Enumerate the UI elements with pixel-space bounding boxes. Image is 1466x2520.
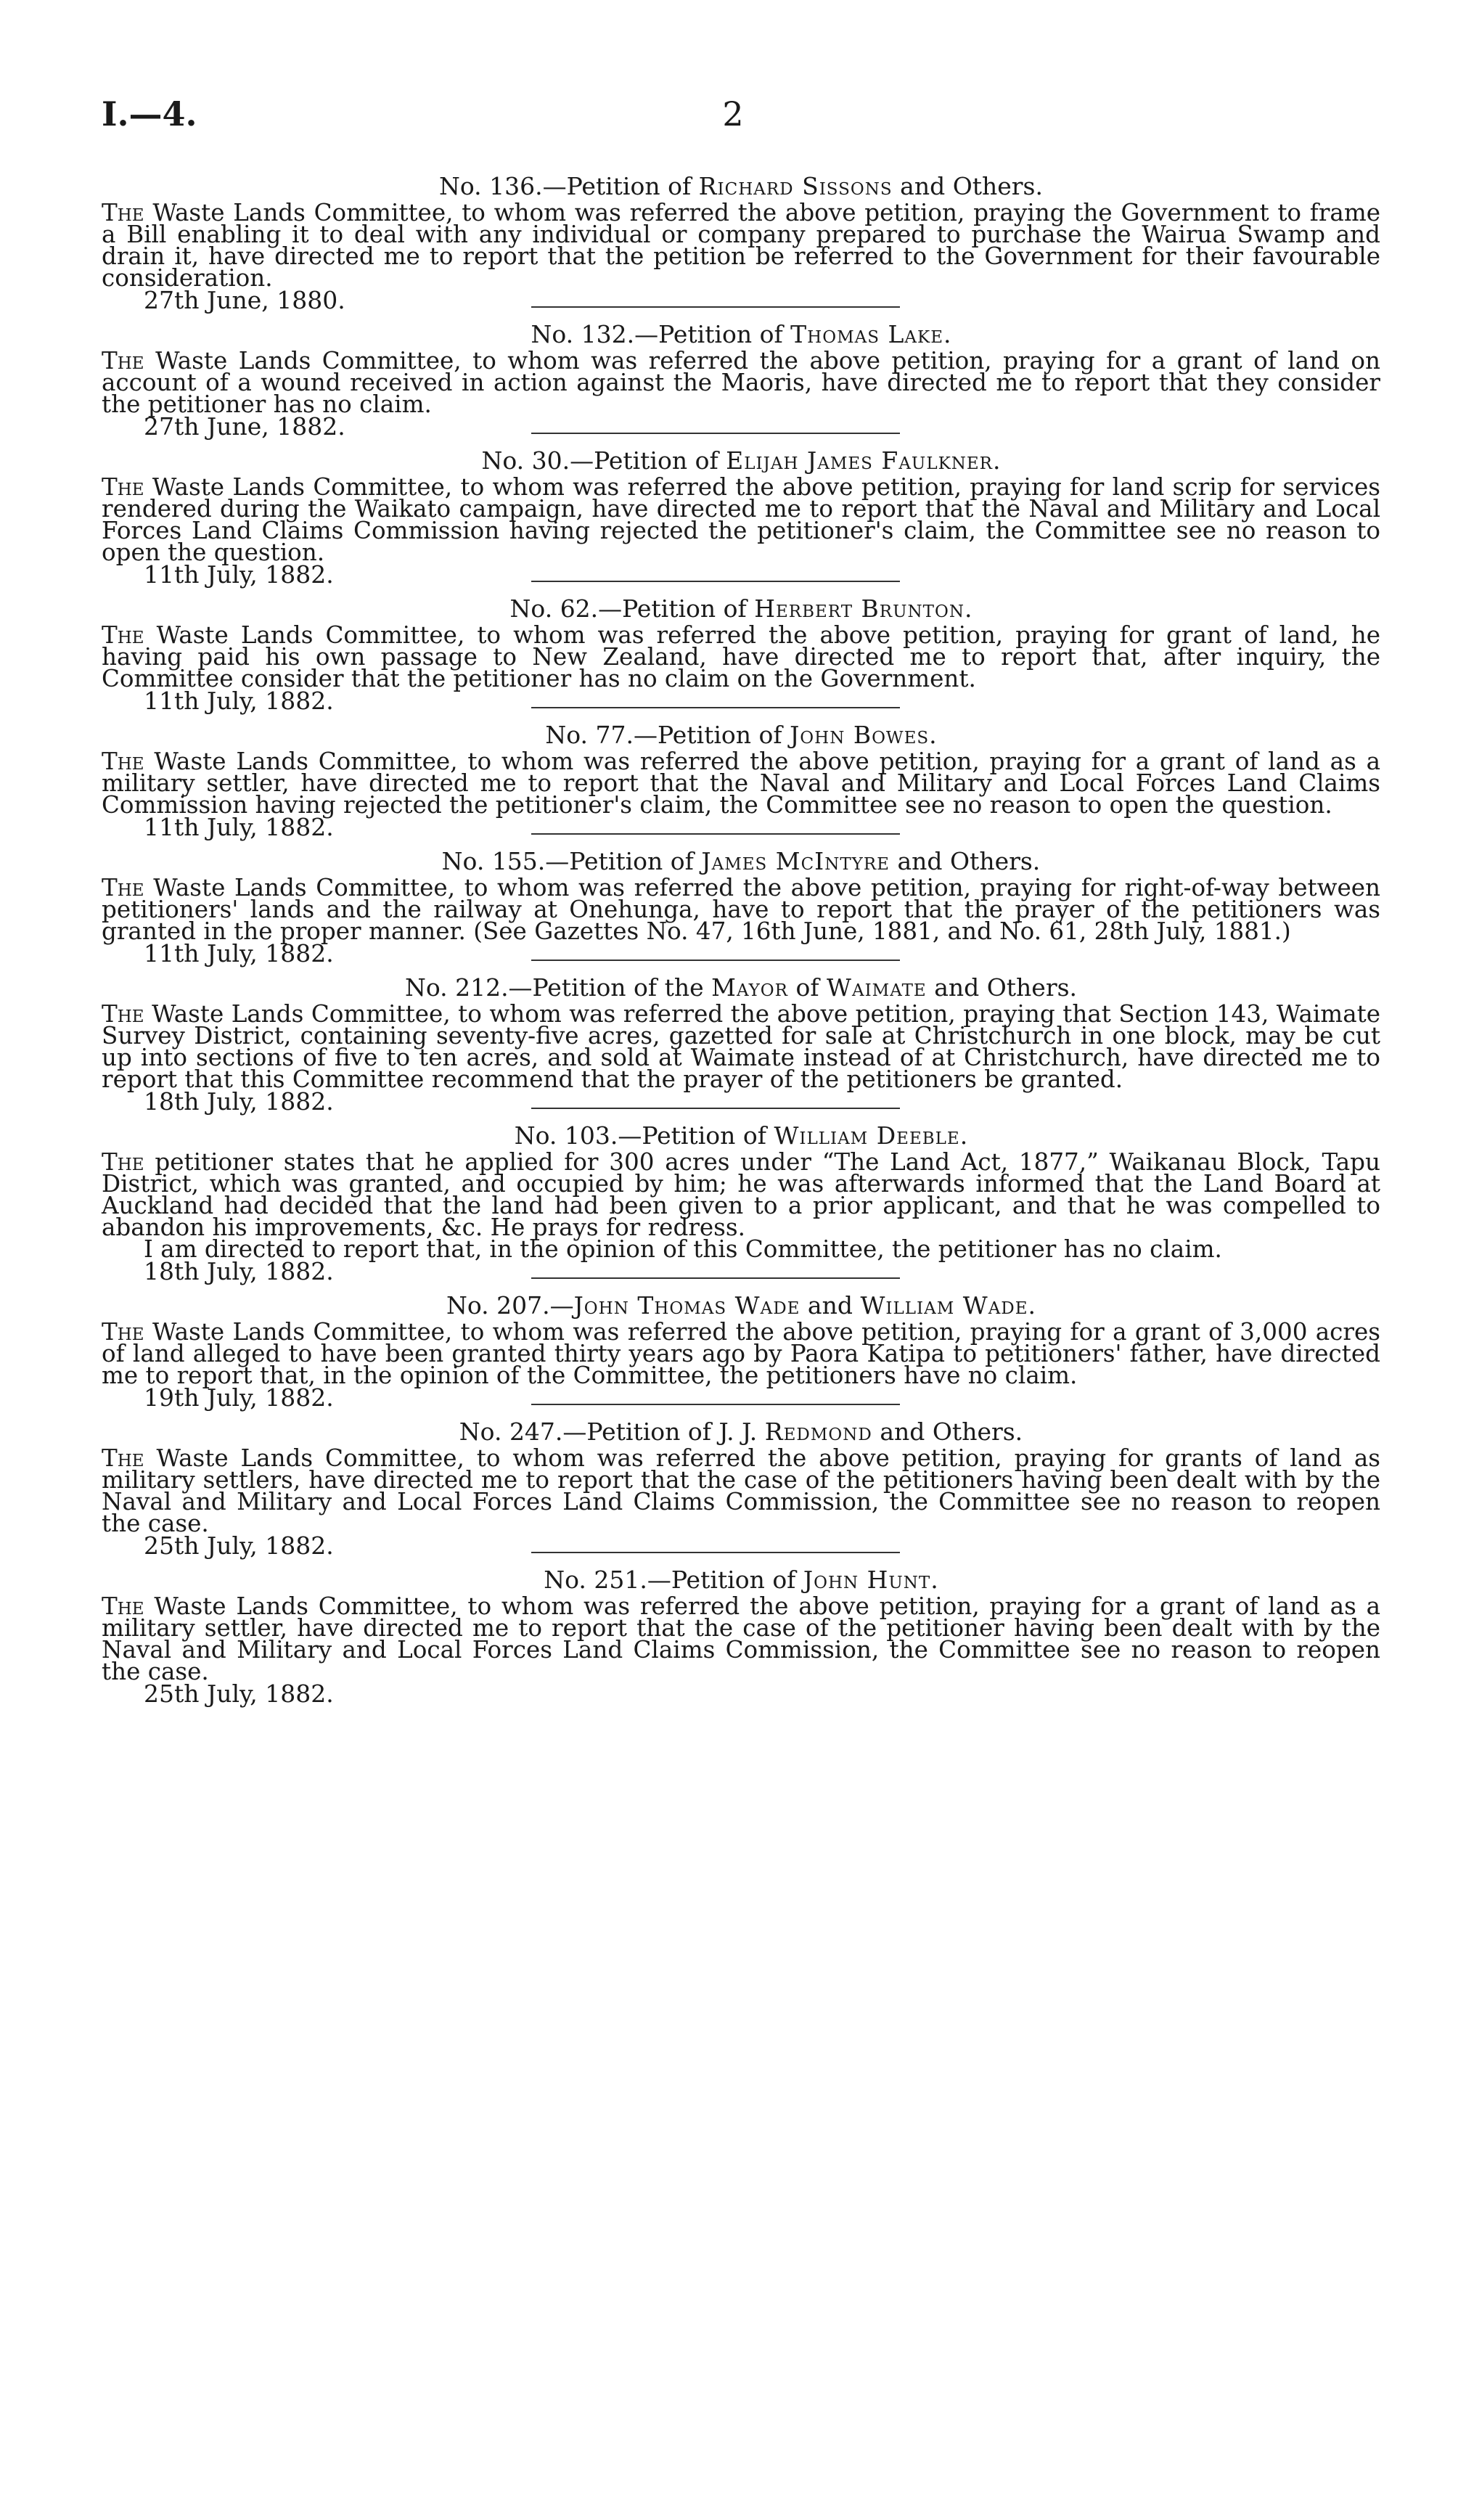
petitioner-name: John Thomas Wade — [573, 1291, 800, 1320]
paragraph-lead-word: The — [102, 347, 144, 375]
paragraph-text: Waste Lands Committee, to whom was referred the above petition, praying the Government to frame a Bill enabling it to deal with any individual or company prepared to purchase the Wairua Swamp and drain it, have directed me to report that the petition be referred to the Government for their favourable consideration. — [102, 199, 1380, 292]
title-text: . — [964, 594, 972, 623]
date-text: 11th July, 1882. — [144, 939, 334, 968]
petition-date — [102, 687, 1380, 715]
petition-date — [102, 412, 1380, 441]
petition-paragraph — [102, 1148, 1380, 1241]
petition-title — [102, 1565, 1380, 1595]
date-text: 11th July, 1882. — [144, 560, 334, 589]
petitioner-name: William Wade — [860, 1291, 1028, 1320]
petition-date — [102, 1682, 1380, 1707]
date-text: 11th July, 1882. — [144, 813, 334, 841]
title-text: No. 136.—Petition of — [438, 172, 699, 200]
petitioner-name: Redmond — [764, 1418, 872, 1446]
title-text: No. 103.—Petition of — [514, 1121, 774, 1150]
petition-title — [102, 171, 1380, 202]
petition-body — [102, 1444, 1380, 1537]
petitioner-name: Waimate — [827, 973, 927, 1002]
title-text: and Others. — [872, 1418, 1023, 1446]
separator-rule — [531, 306, 900, 308]
petition-date — [102, 1087, 1380, 1116]
paragraph-text: Waste Lands Committee, to whom was referred the above petition, praying for a grant of land as a military settler, have directed me to report that the Naval and Military and Local Forces Land Claims Commission having rejected the petitioner's claim, the Committee see no reason to open the question. — [102, 748, 1381, 819]
petition-paragraph — [102, 1000, 1380, 1093]
petition-entry — [102, 171, 1380, 319]
title-text: No. 212.—Petition of the — [404, 973, 712, 1002]
petition-entry — [102, 319, 1380, 446]
title-text: No. 247.—Petition of J. J. — [459, 1418, 765, 1446]
paragraph-text: petitioner states that he applied for 300 acres under “The Land Act, 1877,” Waikanau Block, Tapu District, which was granted, and occupied by him; he was afterwards informed that the Land Board at Auckland had decided that the land had been given to a prior applicant, and that he was compelled to abandon his improvements, &c. He prays for redress. — [102, 1148, 1380, 1241]
date-text: 18th July, 1882. — [144, 1087, 334, 1116]
date-text: 18th July, 1882. — [144, 1257, 334, 1285]
petition-date — [102, 1257, 1380, 1285]
petition-entry — [102, 1417, 1380, 1565]
petition-entry — [102, 446, 1380, 594]
separator-rule — [531, 833, 900, 835]
paragraph-lead-word: The — [102, 621, 144, 649]
petition-paragraph — [102, 473, 1380, 566]
paragraph-text: Waste Lands Committee, to whom was referred the above petition, praying for land scrip for services rendered during the Waikato campaign, have directed me to report that the Naval and Military and Local Forces Land Claims Commission having rejected the petitioner's claim, the Committee see no reason to open the question. — [102, 473, 1380, 566]
page-number: 2 — [722, 94, 744, 134]
petition-date — [102, 939, 1380, 968]
petition-title — [102, 1290, 1380, 1321]
petitioner-name: John Hunt — [803, 1566, 931, 1594]
petitioner-name: James McIntyre — [701, 847, 890, 875]
paragraph-lead-word: The — [102, 1592, 144, 1620]
separator-rule — [531, 1108, 900, 1109]
petition-body — [102, 199, 1380, 292]
petitioner-name: Mayor — [711, 973, 788, 1002]
petition-body — [102, 874, 1381, 945]
date-text: 27th June, 1880. — [144, 286, 345, 314]
separator-rule — [531, 1277, 900, 1279]
petition-entry — [102, 1290, 1380, 1417]
petition-title — [102, 1121, 1380, 1151]
separator-rule — [531, 1404, 900, 1405]
page-header — [102, 94, 1364, 145]
title-text: and — [800, 1291, 861, 1320]
separator-rule — [531, 1552, 900, 1553]
petition-body — [102, 347, 1381, 418]
petition-paragraph — [102, 621, 1381, 692]
petition-paragraph — [102, 1444, 1380, 1537]
title-text: and Others. — [889, 847, 1041, 875]
petition-body — [102, 621, 1381, 692]
date-text: 25th July, 1882. — [144, 1531, 334, 1560]
petition-entry — [102, 846, 1380, 973]
paragraph-text: Waste Lands Committee, to whom was referred the above petition, praying for grants of land as military settlers, have directed me to report that the case of the petitioners having been dealt with by the Naval and Military and Local Forces Land Claims Commission, the Committee see no reason to reopen the case. — [102, 1444, 1380, 1537]
petition-body — [102, 473, 1380, 566]
paragraph-lead-word: The — [102, 1444, 144, 1472]
petitioner-name: Richard Sissons — [698, 172, 893, 200]
paragraph-lead-word: The — [102, 874, 144, 901]
paragraph-text: Waste Lands Committee, to whom was referred the above petition, praying for a grant of land as a military settler, have directed me to report that the case of the petitioner having been dealt with by the Naval and Military and Local Forces Land Claims Commission, the Committee see no reason to reopen the case. — [102, 1592, 1381, 1685]
petition-entry — [102, 973, 1380, 1121]
petition-body — [102, 1000, 1380, 1093]
paragraph-lead-word: The — [102, 1000, 144, 1028]
petition-paragraph — [102, 1318, 1381, 1389]
title-text: of — [787, 973, 827, 1002]
title-text: No. 132.—Petition of — [531, 320, 791, 348]
petition-title — [102, 446, 1380, 476]
petition-title — [102, 319, 1380, 350]
petition-entry — [102, 1121, 1380, 1290]
date-text: 19th July, 1882. — [144, 1383, 334, 1412]
paragraph-text: Waste Lands Committee, to whom was referred the above petition, praying that Section 143, Waimate Survey District, containing seventy-five acres, gazetted for sale at Christchurch in one block, may be cut up into sections of five to ten acres, and sold at Waimate instead of at Christchurch, have directed me to report that this Committee recommend that the prayer of the petitioners be granted. — [102, 1000, 1380, 1093]
petition-paragraph — [102, 748, 1381, 819]
petition-paragraph — [102, 1592, 1381, 1685]
separator-rule — [531, 707, 900, 708]
paragraph-text: Waste Lands Committee, to whom was referred the above petition, praying for grant of land, he having paid his own passage to New Zealand, have directed me to report that, after inquiry, the Committee consider that the petitioner has no claim on the Government. — [102, 621, 1381, 692]
separator-rule — [531, 581, 900, 582]
petition-date — [102, 286, 1380, 314]
title-text: and Others. — [892, 172, 1043, 200]
title-text: . — [943, 320, 951, 348]
date-text: 27th June, 1882. — [144, 412, 345, 441]
petitions-list — [102, 171, 1380, 1713]
petitioner-name: John Bowes — [790, 721, 930, 749]
paragraph-text: Waste Lands Committee, to whom was referred the above petition, praying for right-of-way between petitioners' lands and the railway at Onehunga, have to report that the prayer of the petitioners was granted in the proper manner. (See Gazettes No. 47, 16th June, 1881, and No. 61, 28th July, 1881.) — [102, 874, 1381, 945]
paragraph-text: I am directed to report that, in the opinion of this Committee, the petitioner has no claim. — [144, 1235, 1222, 1263]
petition-entry — [102, 594, 1380, 720]
paragraph-lead-word: The — [102, 473, 144, 501]
petition-title — [102, 594, 1380, 624]
separator-rule — [531, 960, 900, 961]
title-text: No. 251.—Petition of — [544, 1566, 803, 1594]
petition-paragraph — [102, 199, 1380, 292]
petition-paragraph — [102, 347, 1381, 418]
petition-date — [102, 1531, 1380, 1560]
title-text: No. 155.—Petition of — [441, 847, 702, 875]
paragraph-lead-word: The — [102, 199, 144, 226]
petition-entry — [102, 720, 1380, 846]
date-text: 11th July, 1882. — [144, 687, 334, 715]
title-text: No. 77.—Petition of — [545, 721, 790, 749]
paragraph-text: Waste Lands Committee, to whom was referred the above petition, praying for a grant of land on account of a wound received in action against the Maoris, have directed me to report that they consider the petitioner has no claim. — [102, 347, 1381, 418]
petition-body — [102, 1592, 1381, 1685]
petition-paragraph — [102, 874, 1381, 945]
title-text: . — [1028, 1291, 1036, 1320]
petition-date — [102, 813, 1380, 841]
petitioner-name: Herbert Brunton — [754, 594, 965, 623]
petition-title — [102, 846, 1380, 877]
title-text: . — [930, 1566, 938, 1594]
petition-title — [102, 1417, 1380, 1447]
title-text: and Others. — [926, 973, 1078, 1002]
title-text: No. 207.— — [446, 1291, 574, 1320]
title-text: No. 30.—Petition of — [481, 446, 726, 475]
separator-rule — [531, 433, 900, 434]
petitioner-name: William Deeble — [774, 1121, 960, 1150]
petitioner-name: Thomas Lake — [790, 320, 943, 348]
paragraph-lead-word: The — [102, 748, 144, 775]
title-text: . — [929, 721, 937, 749]
title-text: . — [959, 1121, 968, 1150]
title-text: No. 62.—Petition of — [509, 594, 755, 623]
title-text: . — [993, 446, 1001, 475]
petition-date — [102, 1383, 1380, 1412]
paragraph-lead-word: The — [102, 1318, 144, 1346]
petition-body — [102, 1148, 1380, 1263]
petition-body — [102, 1318, 1381, 1389]
petition-entry — [102, 1565, 1380, 1713]
petition-date — [102, 560, 1380, 589]
paragraph-lead-word: The — [102, 1148, 144, 1176]
document-reference: I.—4. — [102, 94, 197, 134]
petition-body — [102, 748, 1381, 819]
date-text: 25th July, 1882. — [144, 1680, 334, 1708]
paragraph-text: Waste Lands Committee, to whom was referred the above petition, praying for a grant of 3,000 acres of land alleged to have been granted thirty years ago by Paora Katipa to petitioners' father, have directed me to report that, in the opinion of the Committee, the petitioners have no claim. — [102, 1318, 1381, 1389]
petition-title — [102, 720, 1380, 750]
petitioner-name: Elijah James Faulkner — [726, 446, 994, 475]
petition-title — [102, 973, 1380, 1003]
